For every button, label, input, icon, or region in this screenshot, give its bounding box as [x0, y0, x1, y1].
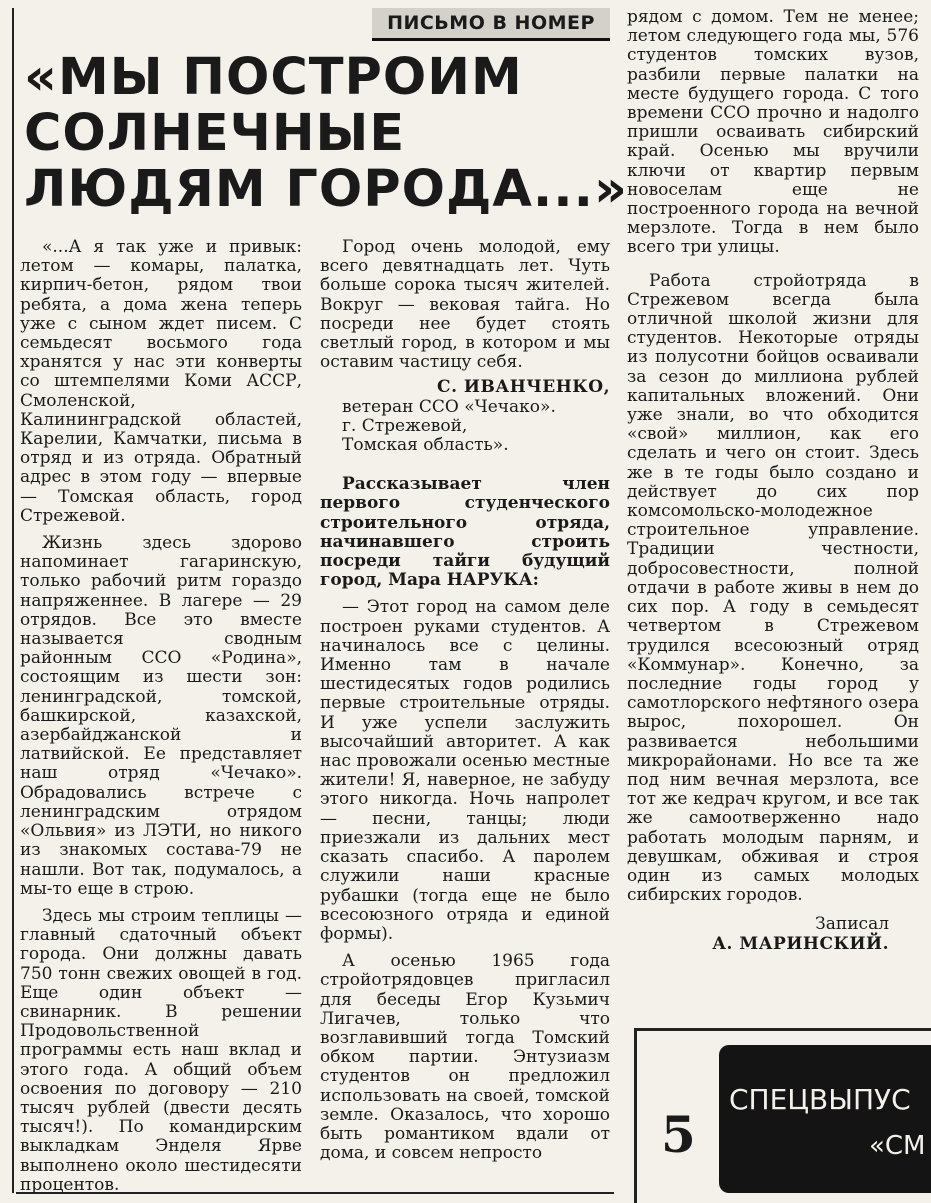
special-issue-promo	[634, 1028, 931, 1203]
article-column-2	[320, 238, 610, 1193]
headline-line: СОЛНЕЧНЫЕ	[24, 104, 406, 163]
story-paragraph: Работа стройотряда в Стрежевом всегда была отличной школой жизни для студентов. Некоторые отряды из полусотни бойцов осваивали за сезон до миллиона рублей капитальных вложений. Они уже знали, во что обходится «свой» миллион, как его сделать и чего он стоит. Здесь же в те годы было создано и действует до сих пор комсомольско-молодежное строительное управление. Традиции честности, добросовестности, полной отдачи в работе живы в нем до сих пор. А году в семьдесят четвертом в Стрежевом трудился всесоюзный отряд «Коммунар». Конечно, за последние годы город у самотлорского нефтяного озера вырос, похорошел. Он развивается небольшими микрорайонами. Но все та же под ним вечная мерзлота, все тот же кедрач кругом, и все так же самоотверженно надо работать молодым парням, и девушкам, обживая и строя один из самых молодых сибирских городов.	[627, 270, 919, 906]
recorded-label: Записал	[815, 914, 889, 935]
signature-line: г. Стрежевой,	[342, 415, 468, 436]
column-rule-left	[12, 8, 14, 1193]
rubric-label: ПИСЬМО В НОМЕР	[372, 8, 610, 41]
signature-line: Томская область».	[342, 435, 509, 456]
letter-paragraph: Жизнь здесь здорово напоминает гагаринскую, только рабочий ритм гораздо напряженнее. В лагере — 29 отрядов. Все это вместе называется сводным районным ССО «Родина», состоящим из шести зон: ленинградской, томской, башкирской, казахской, азербайджанской и латвийской. Ее представляет наш отряд «Чечако». Обрадовались встрече с ленинградским отрядом «Ольвия» из ЛЭТИ, но никого из знакомых состава-79 не нашли. Вот так, подумалось, а мы-то еще в строю.	[20, 533, 302, 899]
intro-paragraph: Рассказывает член первого студенческого строительного отряда, начинавшего строить посреди тайги будущий город, Мара НАРУКА:	[320, 474, 610, 591]
story-paragraph-continued: рядом с домом. Тем не менее; летом следующего года мы, 576 студентов томских вузов, разбили первые палатки на месте будущего города. С того времени ССО прочно и надолго пришли осваивать сибирский край. Осенью мы вручили ключи от квартир первым новоселам еще не построенного города на вечной мерзлоте. Тогда в нем было всего три улицы.	[627, 8, 919, 258]
letter-paragraph: «...А я так уже и привык: летом — комары, палатка, кирпич-бетон, рядом твои ребята, а дома жена теперь уже с сыном ждет писем. С семьдесят восьмого года хранятся у нас эти конверты со штемпелями Коми АССР, Смоленской, Калининградской областей, Карелии, Камчатки, письма в отряд и из отряда. Обратный адрес в этом году — впервые — Томская область, город Стрежевой.	[20, 238, 302, 526]
headline-line: «МЫ ПОСТРОИМ	[24, 48, 523, 107]
promo-page-number: 5	[661, 1105, 696, 1164]
headline	[24, 48, 628, 219]
signature-line: ветеран ССО «Чечако».	[342, 396, 556, 417]
letter-paragraph: Здесь мы строим теплицы — главный сдаточный объект города. Они должны давать 750 тонн свежих овощей в год. Еще один объект — свинарник. В решении Продовольственной программы есть наш вклад и этого года. А общий объем освоения по договору — 210 тысяч рублей (двести десять тысяч!). По командирским выкладкам Энделя Ярве выполнено около шестидесяти процентов.	[20, 905, 302, 1193]
promo-banner	[719, 1045, 931, 1193]
recorded-name: А. МАРИНСКИЙ.	[712, 933, 889, 954]
letter-paragraph: Город очень молодой, ему всего девятнадцать лет. Чуть больше сорока тысяч жителей. Вокруг — вековая тайга. Но посреди нее будет стоять светлый город, в котором и мы оставим частицу себя.	[320, 238, 610, 373]
signature-block	[320, 378, 610, 455]
headline-line: ЛЮДЯМ ГОРОДА...»	[24, 160, 628, 219]
article-column-3	[627, 8, 919, 1008]
recorded-by	[627, 915, 919, 953]
story-paragraph: А осенью 1965 года стройотрядовцев пригласил для беседы Егор Кузьмич Лигачев, только что возглавивший тогда Томский обком партии. Энтузиазм студентов он предложил использовать на своей, томской земле. Оказалось, что хорошо быть романтиком вдали от дома, и совсем непросто	[320, 951, 610, 1164]
promo-subtitle: «СМ	[869, 1131, 926, 1161]
signature-name: С. ИВАНЧЕНКО,	[437, 377, 610, 398]
article-column-1	[20, 238, 302, 1193]
promo-title: СПЕЦВЫПУС	[729, 1083, 911, 1116]
story-paragraph: — Этот город на самом деле построен руками студентов. А начиналось все с целины. Именно там в начале шестидесятых годов родились первые строительные отряды. И уже успели заслужить высочайший авторитет. А как нас провожали осенью местные жители! Я, наверное, не забуду этого никогда. Ночь напролет — песни, танцы; люди приезжали из дальних мест сказать спасибо. А паролем служили наши красные рубашки (тогда еще не было всесоюзного отряда и единой формы).	[320, 597, 610, 944]
